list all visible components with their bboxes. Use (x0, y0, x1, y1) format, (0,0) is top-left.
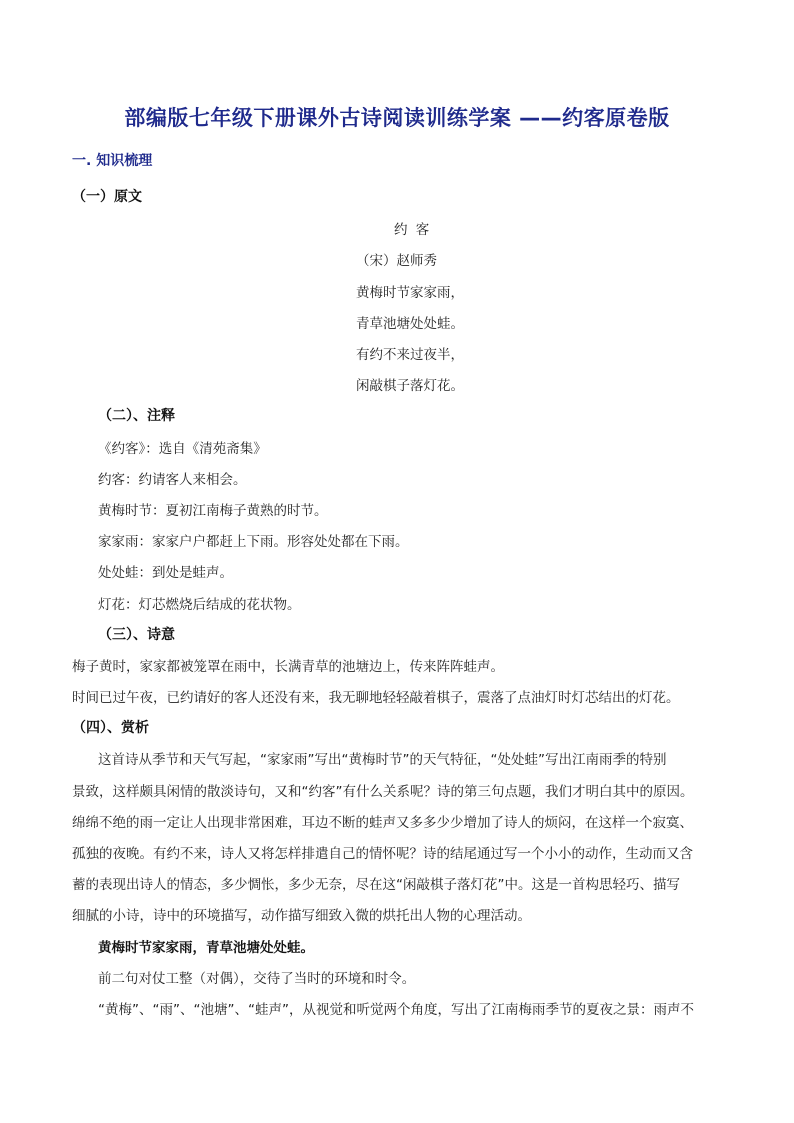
poem-author: （宋）赵师秀 (356, 253, 437, 269)
appreciation-bold-line: 黄梅时节家家雨，青草池塘处处蛙。 (98, 940, 314, 956)
document-title: 部编版七年级下册课外古诗阅读训练学案 ——约客原卷版 (124, 106, 670, 130)
meaning-line-1: 梅子黄时，家家都被笼罩在雨中，长满青草的池塘边上，传来阵阵蛙声。 (72, 659, 504, 675)
heading-original-text: （一）原文 (72, 189, 142, 205)
poem-line-4: 闲敲棋子落灯花。 (356, 378, 464, 394)
heading-notes: （二）、注释 (98, 408, 175, 424)
appreciation-line: 这首诗从季节和天气写起，“家家雨”写出“黄梅时节”的天气特征，“处处蛙”写出江南雨季的特别 (98, 752, 667, 768)
heading-appreciation: （四）、赏析 (72, 720, 149, 736)
appreciation-line: “黄梅”、“雨”、“池塘”、“蛙声”，从视觉和听觉两个角度，写出了江南梅雨季节的夏夜之景：雨声不 (98, 1002, 694, 1018)
note-item: 灯花：灯芯燃烧后结成的花状物。 (98, 597, 301, 613)
note-item: 黄梅时节：夏初江南梅子黄熟的时节。 (98, 503, 328, 519)
appreciation-line: 蓄的表现出诗人的情态，多少惆怅，多少无奈，尽在这“闲敲棋子落灯花”中。这是一首构思轻巧、描写 (72, 877, 680, 893)
poem-title: 约 客 (394, 222, 432, 238)
appreciation-line: 孤独的夜晚。有约不来，诗人又将怎样排遣自己的情怀呢？诗的结尾通过写一个小小的动作，生动而又含 (72, 846, 693, 862)
note-item: 家家雨：家家户户都赶上下雨。形容处处都在下雨。 (98, 534, 409, 550)
heading-meaning: （三）、诗意 (98, 627, 175, 643)
appreciation-line: 细腻的小诗，诗中的环境描写，动作描写细致入微的烘托出人物的心理活动。 (72, 908, 531, 924)
poem-line-3: 有约不来过夜半， (356, 347, 464, 363)
appreciation-line: 绵绵不绝的雨一定让人出现非常困难，耳边不断的蛙声又多多少少增加了诗人的烦闷，在这样一个寂寞、 (72, 815, 693, 831)
meaning-line-2: 时间已过午夜，已约请好的客人还没有来，我无聊地轻轻敲着棋子，震落了点油灯时灯芯结出的灯花。 (72, 690, 680, 706)
note-item: 约客：约请客人来相会。 (98, 472, 247, 488)
appreciation-line: 景致，这样颇具闲情的散淡诗句，又和“约客”有什么关系呢？诗的第三句点题，我们才明白其中的原因。 (72, 784, 694, 800)
note-item: 处处蛙：到处是蛙声。 (98, 565, 233, 581)
note-item: 《约客》：选自《清苑斋集》 (98, 441, 267, 457)
section-heading-knowledge: 一. 知识梳理 (72, 153, 153, 169)
appreciation-line: 前二句对仗工整（对偶），交待了当时的环境和时令。 (98, 971, 416, 987)
poem-line-1: 黄梅时节家家雨， (356, 285, 464, 301)
poem-line-2: 青草池塘处处蛙。 (356, 316, 464, 332)
